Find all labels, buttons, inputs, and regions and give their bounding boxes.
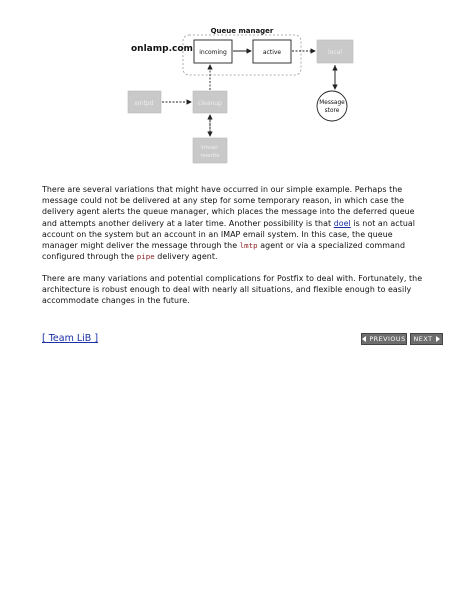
team-lib-link[interactable]: [ Team LiB ] (42, 333, 99, 344)
previous-button[interactable] (361, 333, 407, 345)
p1-line: account on the system but an account in an IMAP email system. In this case, the queue (42, 229, 393, 239)
cleanup-label: cleanup (198, 100, 222, 107)
site-label: onlamp.com (131, 44, 193, 54)
doel-link[interactable]: doel (333, 218, 351, 228)
p2-line: architecture is robust enough to deal with nearly all situations, and flexible enough to easily (42, 285, 412, 295)
p2-line: accommodate changes in the future. (42, 296, 190, 306)
lmtp-code: lmtp (239, 241, 258, 251)
message-store-circle (317, 91, 347, 121)
p1-line: configured through the (42, 252, 137, 262)
arrow-left-icon (362, 336, 366, 342)
message-store-label-1: Message (319, 100, 345, 106)
message-store-label-2: store (324, 108, 340, 114)
local-label: local (328, 49, 342, 56)
trivial-rewrite-label-1: trivial- (201, 145, 219, 151)
p1-line: delivery agent alerts the queue manager, which places the message into the deferred queue (42, 207, 415, 217)
p2-line: There are many variations and potential complications for Postfix to deal with. Fortunately, the (42, 274, 423, 283)
paragraph-variations (42, 184, 442, 262)
active-label: active (262, 49, 282, 56)
smtpd-label: smtpd (134, 100, 154, 107)
postfix-queue-diagram (0, 0, 463, 180)
p1-line: message could not be delivered at any step for some temporary reason, in which case the (42, 196, 405, 206)
p1-line: manager might deliver the message through the (42, 241, 240, 251)
p1-line: There are several variations that might have occurred in our simple example. Perhaps the (42, 185, 403, 194)
next-button[interactable] (410, 333, 443, 345)
next-label: NEXT (413, 335, 433, 343)
paragraph-complications (42, 273, 442, 307)
arrow-right-icon (436, 336, 440, 342)
queue-manager-label: Queue manager (210, 27, 274, 35)
p1-line: is not an actual (350, 218, 416, 228)
trivial-rewrite-label-2: rewrite (200, 153, 220, 159)
pipe-code: pipe (136, 252, 155, 262)
p1-line: and attempts another delivery at a later time. Another possibility is that (42, 218, 334, 228)
previous-label: PREVIOUS (369, 335, 406, 343)
p1-line: delivery agent. (154, 252, 218, 262)
p1-line: agent or via a specialized command (257, 241, 405, 251)
incoming-label: incoming (199, 49, 227, 56)
